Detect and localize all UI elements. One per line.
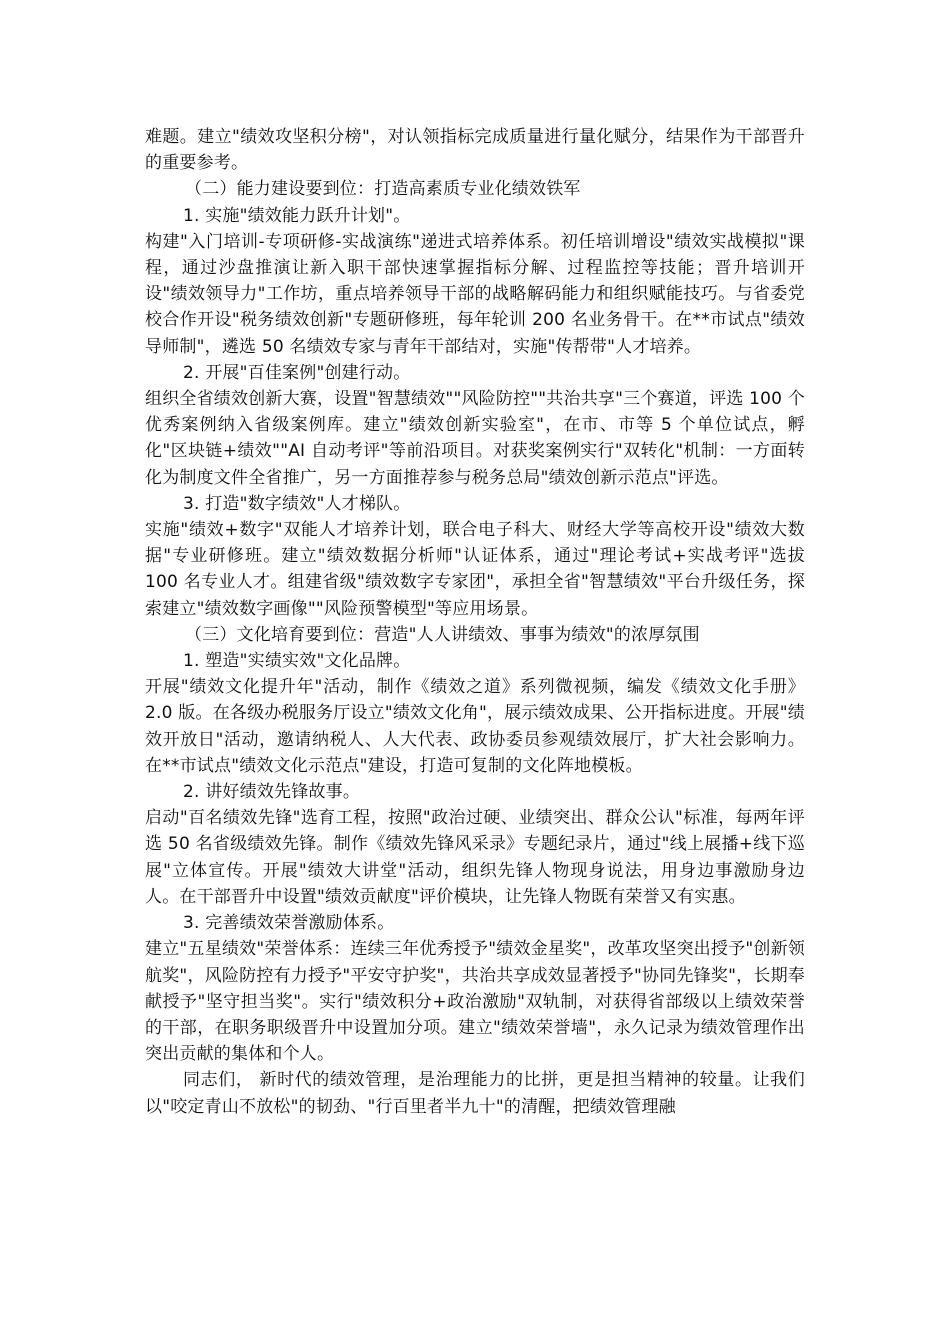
- body-paragraph: 建立"五星绩效"荣誉体系：连续三年优秀授予"绩效金星奖"，改革攻坚突出授予"创新领航奖"，风险防控有力授予"平安守护奖"，共治共享成效显著授予"协同先锋奖"，长期奉献授予"坚守担当奖"。实行"绩效积分+政治激励"双轨制，对获得省部级以上绩效荣誉的干部，在职务职级晋升中设置加分项。建立"绩效荣誉墙"，永久记录为绩效管理作出突出贡献的集体和个人。: [145, 939, 805, 1065]
- subheading: 3. 完善绩效荣誉激励体系。: [183, 913, 395, 934]
- subheading: 1. 塑造"实绩实效"文化品牌。: [183, 651, 411, 672]
- body-paragraph: 构建"入门培训-专项研修-实战演练"递进式培养体系。初任培训增设"绩效实战模拟"课程，通过沙盘推演让新入职干部快速掌握指标分解、过程监控等技能；晋升培训开设"绩效领导力"工作坊，重点培养领导干部的战略解码能力和组织赋能技巧。与省委党校合作开设"税务绩效创新"专题研修班，每年轮训 200 名业务骨干。在**市试点"绩效导师制"，遴选 50 名绩效专家与青年干部结对，实施"传帮带"人才培养。: [145, 231, 805, 357]
- body-paragraph: 难题。建立"绩效攻坚积分榜"，对认领指标完成质量进行量化赋分，结果作为干部晋升的重要参考。: [145, 127, 805, 174]
- body-paragraph: 启动"百名绩效先锋"选育工程，按照"政治过硬、业绩突出、群众公认"标准，每两年评选 50 名省级绩效先锋。制作《绩效先锋风采录》专题纪录片，通过"线上展播+线下巡展"立体宣传。开展"绩效大讲堂"活动，组织先锋人物现身说法，用身边事激励身边人。在干部晋升中设置"绩效贡献度"评价模块，让先锋人物既有荣誉又有实惠。: [145, 808, 805, 907]
- closing-paragraph: 同志们， 新时代的绩效管理，是治理能力的比拼，更是担当精神的较量。让我们以"咬定青山不放松"的韧劲、"行百里者半九十"的清醒，把绩效管理融: [145, 1070, 805, 1117]
- subheading: 1. 实施"绩效能力跃升计划"。: [183, 205, 411, 226]
- body-paragraph: 开展"绩效文化提升年"活动，制作《绩效之道》系列微视频，编发《绩效文化手册》2.0 版。在各级办税服务厅设立"绩效文化角"，展示绩效成果、公开指标进度。开展"绩效开放日"活动，邀请纳税人、人大代表、政协委员参观绩效展厅，扩大社会影响力。在**市试点"绩效文化示范点"建设，打造可复制的文化阵地模板。: [145, 677, 805, 776]
- subheading: 2. 开展"百佳案例"创建行动。: [183, 362, 411, 383]
- section-heading-culture: （三）文化培育要到位：营造"人人讲绩效、事事为绩效"的浓厚氛围: [185, 624, 700, 645]
- body-paragraph: 实施"绩效+数字"双能人才培养计划，联合电子科大、财经大学等高校开设"绩效大数据"专业研修班。建立"绩效数据分析师"认证体系，通过"理论考试+实战考评"选拔 100 名专业人才。组建省级"绩效数字专家团"，承担全省"智慧绩效"平台升级任务，探索建立"绩效数字画像""风险预警模型"等应用场景。: [145, 520, 805, 619]
- body-paragraph: 组织全省绩效创新大赛，设置"智慧绩效""风险防控""共治共享"三个赛道，评选 100 个优秀案例纳入省级案例库。建立"绩效创新实验室"，在市、市等 5 个单位试点，孵化"区块链+绩效""AI 自动考评"等前沿项目。对获奖案例实行"双转化"机制：一方面转化为制度文件全省推广，另一方面推荐参与税务总局"绩效创新示范点"评选。: [145, 389, 805, 488]
- subheading: 2. 讲好绩效先锋故事。: [183, 782, 361, 803]
- section-heading-capacity: （二）能力建设要到位：打造高素质专业化绩效铁军: [185, 179, 581, 200]
- subheading: 3. 打造"数字绩效"人才梯队。: [183, 493, 411, 514]
- document-body: [145, 124, 805, 1120]
